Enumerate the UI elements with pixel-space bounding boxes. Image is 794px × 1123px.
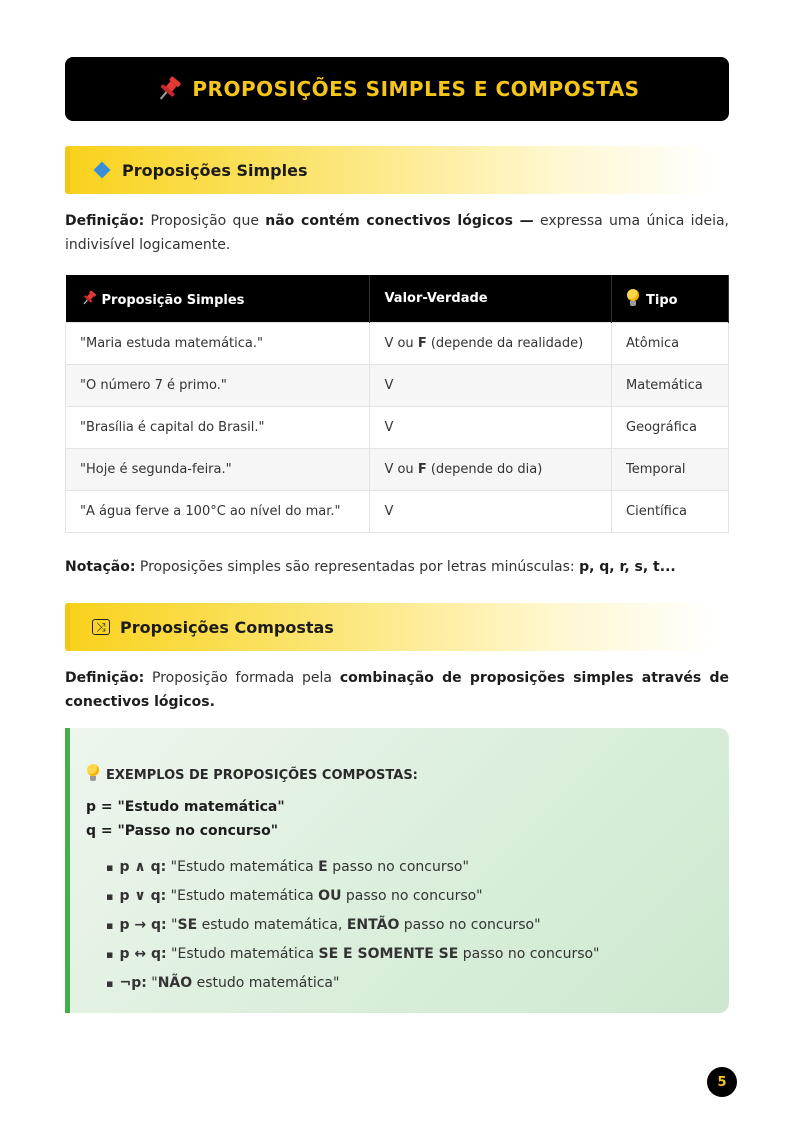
table-header-row: [66, 275, 729, 322]
cell-proposicao: "Maria estuda matemática.": [66, 322, 370, 364]
examples-title: EXEMPLOS DE PROPOSIÇÕES COMPOSTAS:: [86, 764, 729, 783]
lightbulb-icon: [86, 764, 100, 782]
q-definition: q = "Passo no concurso": [86, 823, 279, 839]
compound-definition: Definição: Proposição formada pela combinação de proposições simples através de conectivos lógicos.: [65, 670, 729, 710]
list-item: ▪ p ∨ q: "Estudo matemática OU passo no concurso": [106, 882, 729, 911]
cell-tipo: Matemática: [612, 364, 729, 406]
table-row: [66, 448, 729, 490]
list-item: ▪ p → q: "SE estudo matemática, ENTÃO passo no concurso": [106, 911, 729, 940]
cell-valor: V: [370, 490, 612, 532]
header-valor-verdade: Valor-Verdade: [370, 275, 612, 322]
table-row: [66, 322, 729, 364]
title-banner: [65, 57, 729, 121]
cell-proposicao: "Hoje é segunda-feira.": [66, 448, 370, 490]
list-item: ▪ p ↔ q: "Estudo matemática SE E SOMENTE SE passo no concurso": [106, 940, 729, 969]
cell-valor: V ou F (depende da realidade): [370, 322, 612, 364]
cell-tipo: Científica: [612, 490, 729, 532]
cell-tipo: Geográfica: [612, 406, 729, 448]
page-title: PROPOSIÇÕES SIMPLES E COMPOSTAS: [192, 77, 640, 101]
table-row: [66, 364, 729, 406]
header-proposicao: Proposição Simples: [66, 275, 370, 322]
cell-valor: V: [370, 364, 612, 406]
cell-valor: V: [370, 406, 612, 448]
cell-tipo: Atômica: [612, 322, 729, 364]
cell-proposicao: "A água ferve a 100°C ao nível do mar.": [66, 490, 370, 532]
section-header-simple: [65, 146, 715, 194]
section-header-compound: [65, 603, 715, 651]
diamond-icon: [94, 162, 111, 179]
table-row: [66, 490, 729, 532]
section-title-compound: Proposições Compostas: [120, 617, 334, 637]
header-tipo: Tipo: [612, 275, 729, 322]
table-row: [66, 406, 729, 448]
simple-propositions-table: [65, 275, 729, 533]
lightbulb-icon: [626, 289, 640, 307]
section-title-simple: Proposições Simples: [122, 160, 308, 180]
list-item: ▪ ¬p: "NÃO estudo matemática": [106, 969, 729, 998]
p-definition: p = "Estudo matemática": [86, 799, 285, 815]
examples-list: [86, 853, 729, 998]
notation-text: Notação: Proposições simples são representadas por letras minúsculas: p, q, r, s, t...: [65, 559, 676, 575]
pushpin-icon: [154, 74, 184, 104]
pushpin-icon: [80, 289, 98, 307]
shuffle-icon: ⤨: [92, 619, 110, 635]
cell-proposicao: "Brasília é capital do Brasil.": [66, 406, 370, 448]
simple-definition: Definição: Proposição que não contém conectivos lógicos — expressa uma única ideia, indivisível logicamente.: [65, 213, 729, 253]
examples-box: [65, 728, 729, 1013]
cell-tipo: Temporal: [612, 448, 729, 490]
list-item: ▪ p ∧ q: "Estudo matemática E passo no concurso": [106, 853, 729, 882]
page-number: 5: [707, 1067, 737, 1097]
cell-proposicao: "O número 7 é primo.": [66, 364, 370, 406]
cell-valor: V ou F (depende do dia): [370, 448, 612, 490]
